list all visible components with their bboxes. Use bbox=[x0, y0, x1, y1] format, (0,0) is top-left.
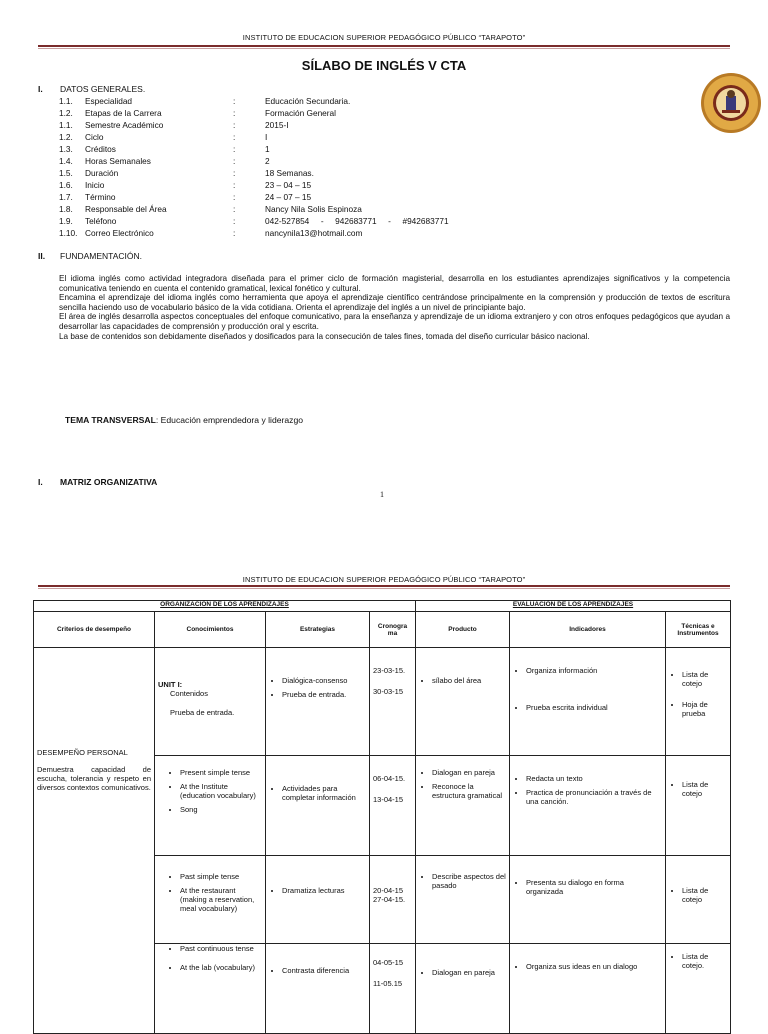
section-title: FUNDAMENTACIÓN. bbox=[60, 251, 143, 261]
list-item: • Reconoce la estructura gramatical bbox=[432, 782, 506, 800]
list-item: • Dialogan en pareja bbox=[432, 968, 506, 977]
datos-value: 18 Semanas. bbox=[265, 168, 314, 178]
list-item: • Past simple tense bbox=[180, 872, 262, 881]
datos-label: Inicio bbox=[85, 180, 105, 190]
datos-value: Formación General bbox=[265, 108, 337, 118]
datos-label: Responsable del Área bbox=[85, 204, 167, 214]
datos-sep: : bbox=[233, 192, 236, 202]
datos-num: 1.1. bbox=[59, 96, 73, 106]
date: 27-04-15. bbox=[373, 895, 406, 904]
matrix-table bbox=[33, 600, 731, 1034]
section-title: DATOS GENERALES. bbox=[60, 84, 146, 94]
cronograma-cell bbox=[370, 648, 416, 756]
column-header-row bbox=[34, 612, 731, 648]
list-item: • Organiza sus ideas en un dialogo bbox=[526, 962, 662, 971]
section-matriz bbox=[38, 477, 157, 487]
datos-value: 2015-I bbox=[265, 120, 289, 130]
col-conocimientos: Conocimientos bbox=[155, 612, 266, 648]
datos-value: Nancy Nila Solis Espinoza bbox=[265, 204, 362, 214]
section-title: MATRIZ ORGANIZATIVA bbox=[60, 477, 158, 487]
datos-num: 1.6. bbox=[59, 180, 73, 190]
date: 13-04-15 bbox=[373, 795, 404, 804]
datos-sep: : bbox=[233, 216, 236, 226]
datos-sep: : bbox=[233, 132, 236, 142]
list-item: • Prueba escrita individual bbox=[526, 703, 662, 712]
datos-num: 1.7. bbox=[59, 192, 73, 202]
datos-num: 1.5. bbox=[59, 168, 73, 178]
list-item: • Presenta su dialogo en forma organizada bbox=[526, 878, 662, 896]
cronograma-cell bbox=[370, 944, 416, 1034]
tecnicas-cell bbox=[666, 648, 731, 756]
list-item: • Describe aspectos del pasado bbox=[432, 872, 506, 890]
conocimientos-cell bbox=[155, 944, 266, 1034]
datos-label: Etapas de la Carrera bbox=[85, 108, 162, 118]
tecnicas-cell bbox=[666, 944, 731, 1034]
institute-seal-icon bbox=[700, 72, 762, 134]
list-item: • Past continuous tense bbox=[180, 944, 262, 953]
cronograma-cell bbox=[370, 756, 416, 856]
indicadores-cell bbox=[510, 648, 666, 756]
datos-value: 23 – 04 – 15 bbox=[265, 180, 312, 190]
datos-value: 042-527854 - 942683771 - #942683771 bbox=[265, 216, 449, 226]
section-number: I. bbox=[38, 477, 43, 487]
tema-value: : Educación emprendedora y liderazgo bbox=[155, 415, 304, 425]
tecnicas-cell bbox=[666, 856, 731, 944]
datos-sep: : bbox=[233, 168, 236, 178]
date: 11-05.15 bbox=[373, 979, 403, 988]
header-rule-thin bbox=[38, 48, 730, 49]
date: 04-05-15 bbox=[373, 958, 404, 967]
list-item: • Contrasta diferencia bbox=[282, 966, 366, 975]
list-item: • Redacta un texto bbox=[526, 774, 662, 783]
datos-num: 1.8. bbox=[59, 204, 73, 214]
list-item: • At the lab (vocabulary) bbox=[180, 963, 262, 972]
tecnicas-cell bbox=[666, 756, 731, 856]
list-item: • Present simple tense bbox=[180, 768, 262, 777]
list-item: • Lista de cotejo bbox=[682, 886, 727, 904]
conocimientos-cell bbox=[155, 756, 266, 856]
estrategias-cell bbox=[266, 756, 370, 856]
page2-header: INSTITUTO DE EDUCACION SUPERIOR PEDAGÓGICO PÚBLICO “TARAPOTO” bbox=[242, 575, 526, 584]
list-item: • Actividades para completar información bbox=[282, 784, 366, 802]
producto-cell bbox=[416, 856, 510, 944]
list-item: • Practica de pronunciación a través de una canción. bbox=[526, 788, 662, 806]
list-item: • Lista de cotejo bbox=[682, 670, 727, 688]
datos-label: Teléfono bbox=[85, 216, 117, 226]
datos-value: 1 bbox=[265, 144, 270, 154]
col-criterios: Criterios de desempeño bbox=[34, 612, 155, 648]
datos-sep: : bbox=[233, 180, 236, 190]
list-item: • Dialogan en pareja bbox=[432, 768, 506, 777]
list-item: • Dramatiza lecturas bbox=[282, 886, 366, 895]
list-item: • Dialógica-consenso bbox=[282, 676, 366, 685]
table-row bbox=[34, 648, 731, 756]
col-cronograma: Cronogra ma bbox=[370, 612, 416, 648]
datos-value: 24 – 07 – 15 bbox=[265, 192, 312, 202]
datos-value: nancynila13@hotmail.com bbox=[265, 228, 363, 238]
list-item: • Lista de cotejo bbox=[682, 780, 727, 798]
datos-num: 1.10. bbox=[59, 228, 78, 238]
header-rule bbox=[38, 45, 730, 47]
indicadores-cell bbox=[510, 756, 666, 856]
datos-label: Correo Electrónico bbox=[85, 228, 154, 238]
estrategias-cell bbox=[266, 856, 370, 944]
estrategias-cell bbox=[266, 648, 370, 756]
col-estrategias: Estrategias bbox=[266, 612, 370, 648]
section-number: II. bbox=[38, 251, 46, 261]
datos-value: I bbox=[265, 132, 268, 142]
group-header-row bbox=[34, 601, 731, 612]
datos-label: Término bbox=[85, 192, 116, 202]
datos-label: Créditos bbox=[85, 144, 116, 154]
datos-sep: : bbox=[233, 156, 236, 166]
section-fundamentacion bbox=[38, 251, 142, 261]
page-number: 1 bbox=[380, 490, 384, 499]
indicadores-cell bbox=[510, 856, 666, 944]
group-organizacion: ORGANIZACIÓN DE LOS APRENDIZAJES bbox=[34, 601, 416, 612]
group-evaluacion: EVALUACIÓN DE LOS APRENDIZAJES bbox=[416, 601, 731, 612]
datos-sep: : bbox=[233, 120, 236, 130]
datos-label: Duración bbox=[85, 168, 119, 178]
section-datos-generales bbox=[38, 84, 145, 94]
tema-label: TEMA TRANSVERSAL bbox=[65, 415, 156, 425]
datos-num: 1.2. bbox=[59, 108, 73, 118]
producto-cell bbox=[416, 944, 510, 1034]
datos-label: Ciclo bbox=[85, 132, 104, 142]
datos-sep: : bbox=[233, 144, 236, 154]
unit-content: Contenidos bbox=[170, 689, 208, 698]
datos-num: 1.2. bbox=[59, 132, 73, 142]
criterio-title: DESEMPEÑO PERSONAL bbox=[37, 748, 128, 757]
header-rule-thin bbox=[38, 588, 730, 589]
list-item: • At the Institute (education vocabulary) bbox=[180, 782, 262, 800]
paragraph: El área de inglés desarrolla aspectos conceptuales del enfoque comunicativo, para la enseñanza y aprendizaje de un idioma extranjero y con otros enfoques pedagógicos que ayudan a desarrollar las capacidades de comprensión y producción oral y escrita. bbox=[59, 312, 730, 331]
section-number: I. bbox=[38, 84, 43, 94]
col-indicadores: Indicadores bbox=[510, 612, 666, 648]
paragraph: Encamina el aprendizaje del idioma inglés como herramienta que apoya el aprendizaje científico centrándose principalmente en la comprensión y producción de textos de escritura sencilla haciendo uso de vocabulario básico de la vida cotidiana. Orienta el aprendizaje del inglés a un nivel de principiante bajo. bbox=[59, 293, 730, 312]
list-item: • Song bbox=[180, 805, 262, 814]
unit-label: UNIT I: bbox=[158, 680, 183, 689]
datos-value: 2 bbox=[265, 156, 270, 166]
conocimientos-cell bbox=[155, 648, 266, 756]
datos-sep: : bbox=[233, 228, 236, 238]
list-item: • Prueba de entrada. bbox=[282, 690, 366, 699]
cronograma-cell bbox=[370, 856, 416, 944]
datos-label: Especialidad bbox=[85, 96, 133, 106]
page1-header: INSTITUTO DE EDUCACION SUPERIOR PEDAGÓGICO PÚBLICO “TARAPOTO” bbox=[242, 33, 526, 42]
list-item: • sílabo del área bbox=[432, 676, 506, 685]
paragraph: El idioma inglés como actividad integradora diseñada para el primer ciclo de formación magisterial, desarrolla en los estudiantes aprendizajes significativos y la competencia comunicativa teniendo en cuenta el contenido gramatical, lexical fonético y cultural. bbox=[59, 274, 730, 293]
estrategias-cell bbox=[266, 944, 370, 1034]
fundamentacion-text bbox=[59, 274, 730, 341]
unit-content: Prueba de entrada. bbox=[170, 708, 235, 717]
datos-sep: : bbox=[233, 204, 236, 214]
datos-num: 1.1. bbox=[59, 120, 73, 130]
list-item: • At the restaurant (making a reservation, meal vocabulary) bbox=[180, 886, 262, 913]
datos-label: Horas Semanales bbox=[85, 156, 151, 166]
datos-num: 1.3. bbox=[59, 144, 73, 154]
datos-num: 1.9. bbox=[59, 216, 73, 226]
datos-label: Semestre Académico bbox=[85, 120, 164, 130]
list-item: • Hoja de prueba bbox=[682, 700, 727, 718]
page-title: SÍLABO DE INGLÉS V CTA bbox=[301, 58, 467, 73]
conocimientos-cell bbox=[155, 856, 266, 944]
producto-cell bbox=[416, 648, 510, 756]
date: 23-03-15. bbox=[373, 666, 406, 675]
producto-cell bbox=[416, 756, 510, 856]
indicadores-cell bbox=[510, 944, 666, 1034]
datos-sep: : bbox=[233, 108, 236, 118]
datos-num: 1.4. bbox=[59, 156, 73, 166]
tema-transversal bbox=[65, 415, 303, 425]
datos-sep: : bbox=[233, 96, 236, 106]
col-tecnicas: Técnicas e Instrumentos bbox=[666, 612, 731, 648]
criterio-text: Demuestra capacidad de escucha, tolerancia y respeto en diversos contextos comunicativos. bbox=[37, 765, 151, 792]
col-producto: Producto bbox=[416, 612, 510, 648]
list-item: • Lista de cotejo. bbox=[682, 952, 727, 970]
paragraph: La base de contenidos son debidamente diseñados y dosificados para la consecución de tales fines, tomada del diseño curricular básico nacional. bbox=[59, 331, 590, 341]
date: 30-03-15 bbox=[373, 687, 404, 696]
criterio-cell bbox=[34, 648, 155, 1034]
datos-value: Educación Secundaria. bbox=[265, 96, 351, 106]
list-item: • Organiza información bbox=[526, 666, 662, 675]
date: 20-04-15 bbox=[373, 886, 404, 895]
header-rule bbox=[38, 585, 730, 587]
date: 06-04-15. bbox=[373, 774, 406, 783]
